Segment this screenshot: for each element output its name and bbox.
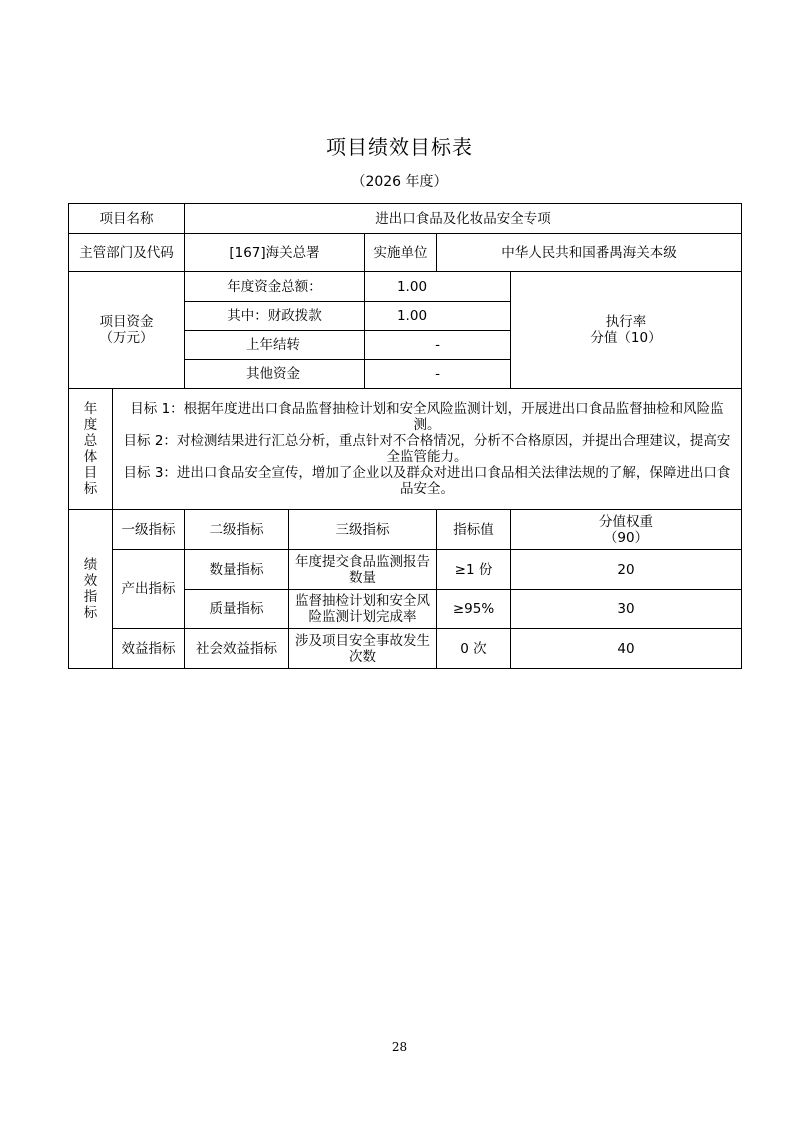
funds-row-label: 其他资金: [185, 360, 365, 389]
funds-row-label: 上年结转: [185, 331, 365, 360]
row-funds-total: [69, 272, 742, 302]
level2-cell: 质量指标: [185, 590, 289, 629]
header-weight-total: （90）: [603, 529, 649, 546]
department-value: [167]海关总署: [185, 234, 365, 272]
weight-cell: 40: [511, 629, 742, 669]
indicators-label-char: 标: [83, 605, 98, 621]
annual-goals-label: [69, 389, 113, 510]
funds-row-label: 其中：财政拨款: [185, 302, 365, 331]
benefit-indicator-label: 效益指标: [113, 629, 185, 669]
row-indicator-header: [69, 510, 742, 550]
row-project-name: [69, 204, 742, 234]
annual-goals-content: [113, 389, 742, 510]
funds-row-value: 1.00: [365, 272, 511, 302]
performance-indicators-label: [69, 510, 113, 669]
header-value: 指标值: [437, 510, 511, 550]
row-department: [69, 234, 742, 272]
funds-row-value: 1.00: [365, 302, 511, 331]
output-indicator-label: 产出指标: [113, 550, 185, 629]
header-level2: 二级指标: [185, 510, 289, 550]
indicators-label-char: 效: [83, 573, 98, 589]
indicator-value-cell: ≥95%: [437, 590, 511, 629]
indicator-value-cell: ≥1 份: [437, 550, 511, 590]
table-row: [69, 629, 742, 669]
project-name-label: 项目名称: [69, 204, 185, 234]
performance-table: [68, 203, 742, 669]
department-label: 主管部门及代码: [69, 234, 185, 272]
goals-label-char: 总: [83, 433, 98, 449]
goals-label-char: 标: [83, 481, 98, 497]
weight-cell: 20: [511, 550, 742, 590]
table-row: [69, 550, 742, 590]
level2-cell: 社会效益指标: [185, 629, 289, 669]
funds-label: [69, 272, 185, 389]
level3-cell: 监督抽检计划和安全风险监测计划完成率: [289, 590, 437, 629]
execution-rate-cell: [511, 272, 742, 389]
project-name-value: 进出口食品及化妆品安全专项: [185, 204, 742, 234]
funds-row-label: 年度资金总额：: [185, 272, 365, 302]
row-annual-goals: [69, 389, 742, 510]
level2-cell: 数量指标: [185, 550, 289, 590]
goals-label-char: 年: [83, 401, 98, 417]
goals-label-char: 度: [83, 417, 98, 433]
header-level3: 三级指标: [289, 510, 437, 550]
goal-item: 目标 1：根据年度进出口食品监督抽检计划和安全风险监测计划，开展进出口食品监督抽检和风险监测。: [130, 401, 724, 433]
goal-item: 目标 2：对检测结果进行汇总分析，重点针对不合格情况，分析不合格原因，并提出合理建议，提高安全监管能力。: [123, 433, 731, 465]
header-weight-label: 分值权重: [599, 513, 653, 530]
indicators-label-char: 指: [83, 589, 98, 605]
indicator-value-cell: 0 次: [437, 629, 511, 669]
execution-rate-score: 分值（10）: [590, 330, 662, 346]
level3-cell: 年度提交食品监测报告数量: [289, 550, 437, 590]
header-level1: 一级指标: [113, 510, 185, 550]
goals-label-char: 体: [83, 449, 98, 465]
page-number: 28: [391, 1040, 408, 1054]
header-weight: [511, 510, 742, 550]
execution-rate-label: 执行率: [605, 314, 647, 330]
funds-row-value: -: [365, 360, 511, 389]
level3-cell: 涉及项目安全事故发生次数: [289, 629, 437, 669]
goal-item: 目标 3：进出口食品安全宣传，增加了企业以及群众对进出口食品相关法律法规的了解，保障进出口食品安全。: [123, 465, 731, 497]
implementing-unit-label: 实施单位: [365, 234, 437, 272]
goals-label-char: 目: [83, 465, 98, 481]
page-title: 项目绩效目标表: [326, 135, 473, 159]
funds-row-value: -: [365, 331, 511, 360]
page-subtitle: （2026 年度）: [351, 174, 448, 190]
implementing-unit-value: 中华人民共和国番禺海关本级: [437, 234, 742, 272]
funds-label-line1: 项目资金: [99, 314, 154, 330]
indicators-label-char: 绩: [83, 557, 98, 573]
funds-label-line2: （万元）: [99, 330, 154, 346]
weight-cell: 30: [511, 590, 742, 629]
